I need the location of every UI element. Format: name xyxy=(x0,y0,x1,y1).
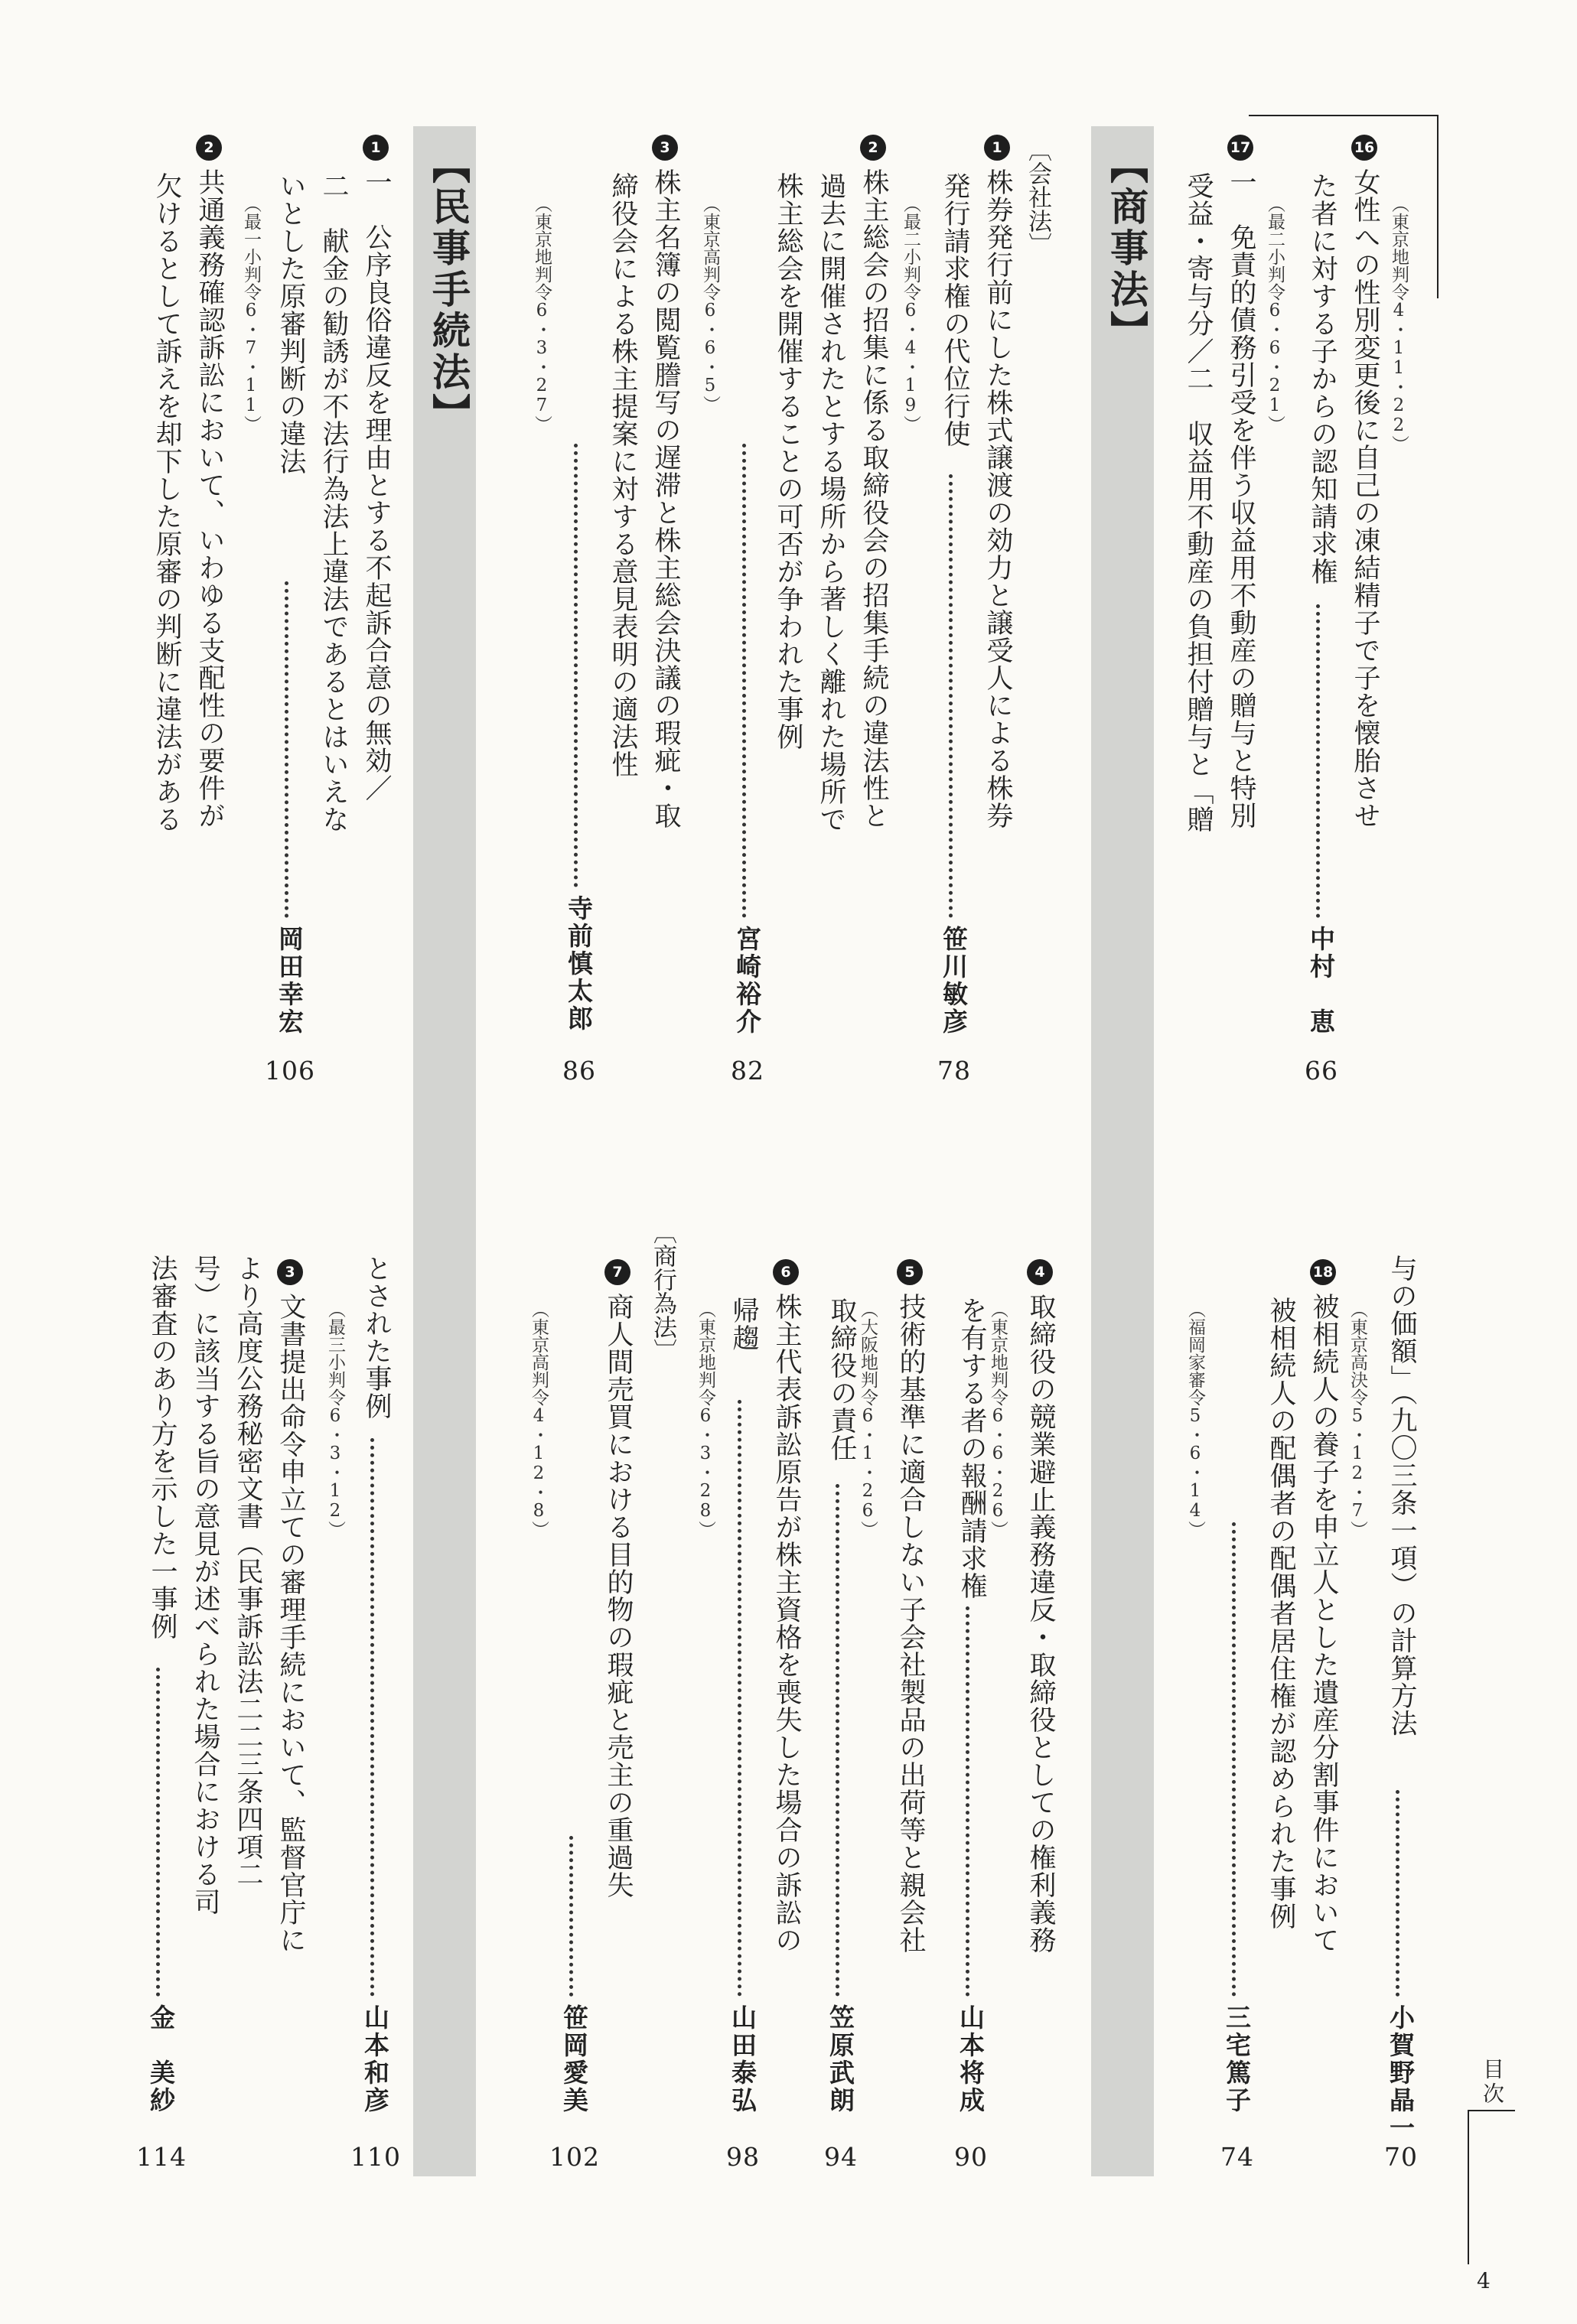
top-frame-line xyxy=(1249,115,1439,116)
entry-author: 山本将成 xyxy=(956,2004,986,2114)
leader-dots xyxy=(569,1836,573,1997)
entry-page: 70 xyxy=(1384,2142,1418,2172)
entry-number-badge: 3 xyxy=(277,1259,303,1285)
entry-title-line: 与の価額」（九〇三条一項）の計算方法 xyxy=(1386,1255,1417,1737)
leader-dots xyxy=(738,1400,741,1997)
entry-page: 74 xyxy=(1220,2142,1254,2172)
court-citation: （東京高判令4・12・8） xyxy=(529,1300,549,1538)
court-citation: （東京地判令6・3・28） xyxy=(696,1300,715,1538)
top-frame-vertical xyxy=(1437,115,1439,298)
entry-title: 一 公序良俗違反を理由とする不起訴合意の無効／ xyxy=(361,168,392,802)
entry-title: 共通義務確認訴訟において、いわゆる支配性の要件が xyxy=(194,168,225,829)
entry-title-line: 発行請求権の代位行使 xyxy=(940,172,970,448)
entry-title-line: を有する者の報酬請求権 xyxy=(956,1297,987,1600)
entry-title: 株券発行前にした株式譲渡の効力と譲受人による株券 xyxy=(982,168,1013,829)
leader-dots xyxy=(836,1484,839,1997)
entry-page: 94 xyxy=(824,2142,858,2172)
leader-dots xyxy=(742,444,746,918)
entry-title: 女性への性別変更後に自己の凍結精子で子を懐胎させ xyxy=(1350,168,1380,829)
margin-label: 目次 xyxy=(1480,2058,1505,2107)
entry-title-line: 欠けるとして訴えを却下した原審の判断に違法がある xyxy=(152,172,182,833)
entry-page: 98 xyxy=(726,2142,760,2172)
entry-author: 笹川敏彦 xyxy=(939,926,969,1036)
entry-title-line: より高度公務秘密文書（民事訴訟法二二三条四項二 xyxy=(233,1255,263,1888)
entry-title-line: 受益・寄与分／二 収益用不動産の負担付贈与と「贈 xyxy=(1183,172,1214,833)
entry-number-badge: 6 xyxy=(773,1259,799,1285)
entry-author: 金 美紗 xyxy=(146,2004,176,2114)
entry-title-line: た者に対する子からの認知請求権 xyxy=(1307,172,1338,585)
court-citation: （最一小判令6・7・11） xyxy=(241,195,261,433)
leader-dots xyxy=(370,1438,374,1997)
entry-number-badge: 2 xyxy=(860,135,886,161)
entry-page: 66 xyxy=(1305,1056,1338,1086)
entry-title-line: 号）に該当する旨の意見が述べられた場合における司 xyxy=(190,1255,220,1916)
entry-author: 山本和彦 xyxy=(360,2004,390,2114)
entry-title-line: 被相続人の配偶者の配偶者居住権が認められた事例 xyxy=(1266,1297,1296,1930)
entry-author: 岡田幸宏 xyxy=(275,926,305,1036)
entry-title: 株主名簿の閲覧謄写の遅滞と株主総会決議の瑕疵・取 xyxy=(650,168,681,829)
entry-author: 笹岡愛美 xyxy=(559,2004,589,2114)
entry-title: 被相続人の養子を申立人とした遺産分割事件において xyxy=(1308,1293,1339,1954)
right-frame-line xyxy=(1468,2110,1515,2111)
subsection-shoko: 〔商行為法〕 xyxy=(649,1220,676,1362)
leader-dots xyxy=(1396,1790,1399,1997)
entry-page: 90 xyxy=(954,2142,988,2172)
entry-author: 笠原武朗 xyxy=(826,2004,855,2114)
entry-title-line: 株主総会を開催することの可否が争われた事例 xyxy=(773,172,803,750)
court-citation: （大阪地判令6・1・26） xyxy=(858,1300,878,1538)
entry-title-line: いとした原審判断の違法 xyxy=(275,172,306,475)
court-citation: （東京地判令6・3・27） xyxy=(532,195,552,433)
entry-number-badge: 4 xyxy=(1027,1259,1053,1285)
entry-page: 78 xyxy=(937,1056,971,1086)
entry-page: 110 xyxy=(350,2142,401,2172)
entry-author: 三宅篤子 xyxy=(1222,2004,1252,2114)
leader-dots xyxy=(156,1668,160,1997)
leader-dots xyxy=(1232,1522,1236,1997)
court-citation: （最三小判令6・3・12） xyxy=(325,1300,345,1538)
entry-number-badge: 2 xyxy=(196,135,222,161)
entry-title: 商人間売買における目的物の瑕疵と売主の重過失 xyxy=(603,1293,634,1899)
page-number: 4 xyxy=(1477,2268,1491,2293)
leader-dots xyxy=(966,1606,969,1997)
entry-title-line: 帰趨 xyxy=(728,1297,759,1352)
subsection-kaisha: 〔会社法〕 xyxy=(1024,138,1051,256)
entry-title-line: 二 献金の勧誘が不法行為法上違法であるとはいえな xyxy=(318,172,349,833)
leader-dots xyxy=(1316,604,1320,918)
leader-dots xyxy=(285,581,288,918)
entry-title-line: 締役会による株主提案に対する意見表明の適法性 xyxy=(608,172,638,778)
section-band-shoji xyxy=(1091,126,1154,2176)
entry-number-badge: 5 xyxy=(897,1259,923,1285)
entry-title: 文書提出命令申立ての審理手続において、監督官庁に xyxy=(275,1293,306,1954)
entry-number-badge: 1 xyxy=(363,135,389,161)
court-citation: （東京地判令4・11・22） xyxy=(1389,195,1409,453)
court-citation: （最二小判令6・4・19） xyxy=(901,195,920,433)
entry-author: 寺前慎太郎 xyxy=(564,895,594,1033)
entry-title: 一 免責的債務引受を伴う収益用不動産の贈与と特別 xyxy=(1226,168,1256,829)
entry-page: 86 xyxy=(562,1056,596,1086)
section-title-shoji: 【商事法】 xyxy=(1104,145,1149,352)
court-citation: （最二小判令6・6・21） xyxy=(1265,195,1285,433)
leader-dots xyxy=(574,444,578,887)
entry-author: 小賀野晶一 xyxy=(1386,2004,1416,2142)
entry-title: 技術的基準に適合しない子会社製品の出荷等と親会社 xyxy=(895,1293,926,1954)
entry-page: 102 xyxy=(549,2142,600,2172)
entry-title-line: とされた事例 xyxy=(361,1255,392,1420)
court-citation: （東京地判令6・6・26） xyxy=(988,1300,1008,1538)
right-frame-vertical xyxy=(1468,2110,1469,2264)
entry-title: 株主代表訴訟原告が株主資格を喪失した場合の訴訟の xyxy=(771,1293,802,1954)
entry-title-line: 過去に開催されたとする場所から著しく離れた場所で xyxy=(816,172,846,833)
entry-number-badge: 7 xyxy=(604,1259,630,1285)
entry-page: 82 xyxy=(731,1056,764,1086)
entry-author: 中村 恵 xyxy=(1306,926,1336,1036)
entry-author: 宮崎裕介 xyxy=(732,926,762,1036)
court-citation: （福岡家審令5・6・14） xyxy=(1185,1300,1205,1538)
entry-number-badge: 1 xyxy=(984,135,1010,161)
entry-number-badge: 16 xyxy=(1351,135,1377,161)
entry-number-badge: 3 xyxy=(652,135,678,161)
leader-dots xyxy=(949,474,953,918)
entry-title-line: 取締役の責任 xyxy=(826,1297,857,1462)
entry-title: 取締役の競業避止義務違反・取締役としての権利義務 xyxy=(1025,1293,1056,1954)
entry-title: 株主総会の招集に係る取締役会の招集手続の違法性と xyxy=(859,168,889,829)
court-citation: （東京高決令5・12・7） xyxy=(1347,1300,1367,1538)
entry-page: 114 xyxy=(136,2142,187,2172)
entry-title-line: 法審査のあり方を示した一事例 xyxy=(147,1255,178,1640)
court-citation: （東京高判令6・6・5） xyxy=(700,195,720,413)
entry-number-badge: 18 xyxy=(1310,1259,1336,1285)
section-title-minji: 【民事手続法】 xyxy=(426,145,471,435)
entry-number-badge: 17 xyxy=(1227,135,1253,161)
entry-page: 106 xyxy=(265,1056,315,1086)
entry-author: 山田泰弘 xyxy=(728,2004,758,2114)
